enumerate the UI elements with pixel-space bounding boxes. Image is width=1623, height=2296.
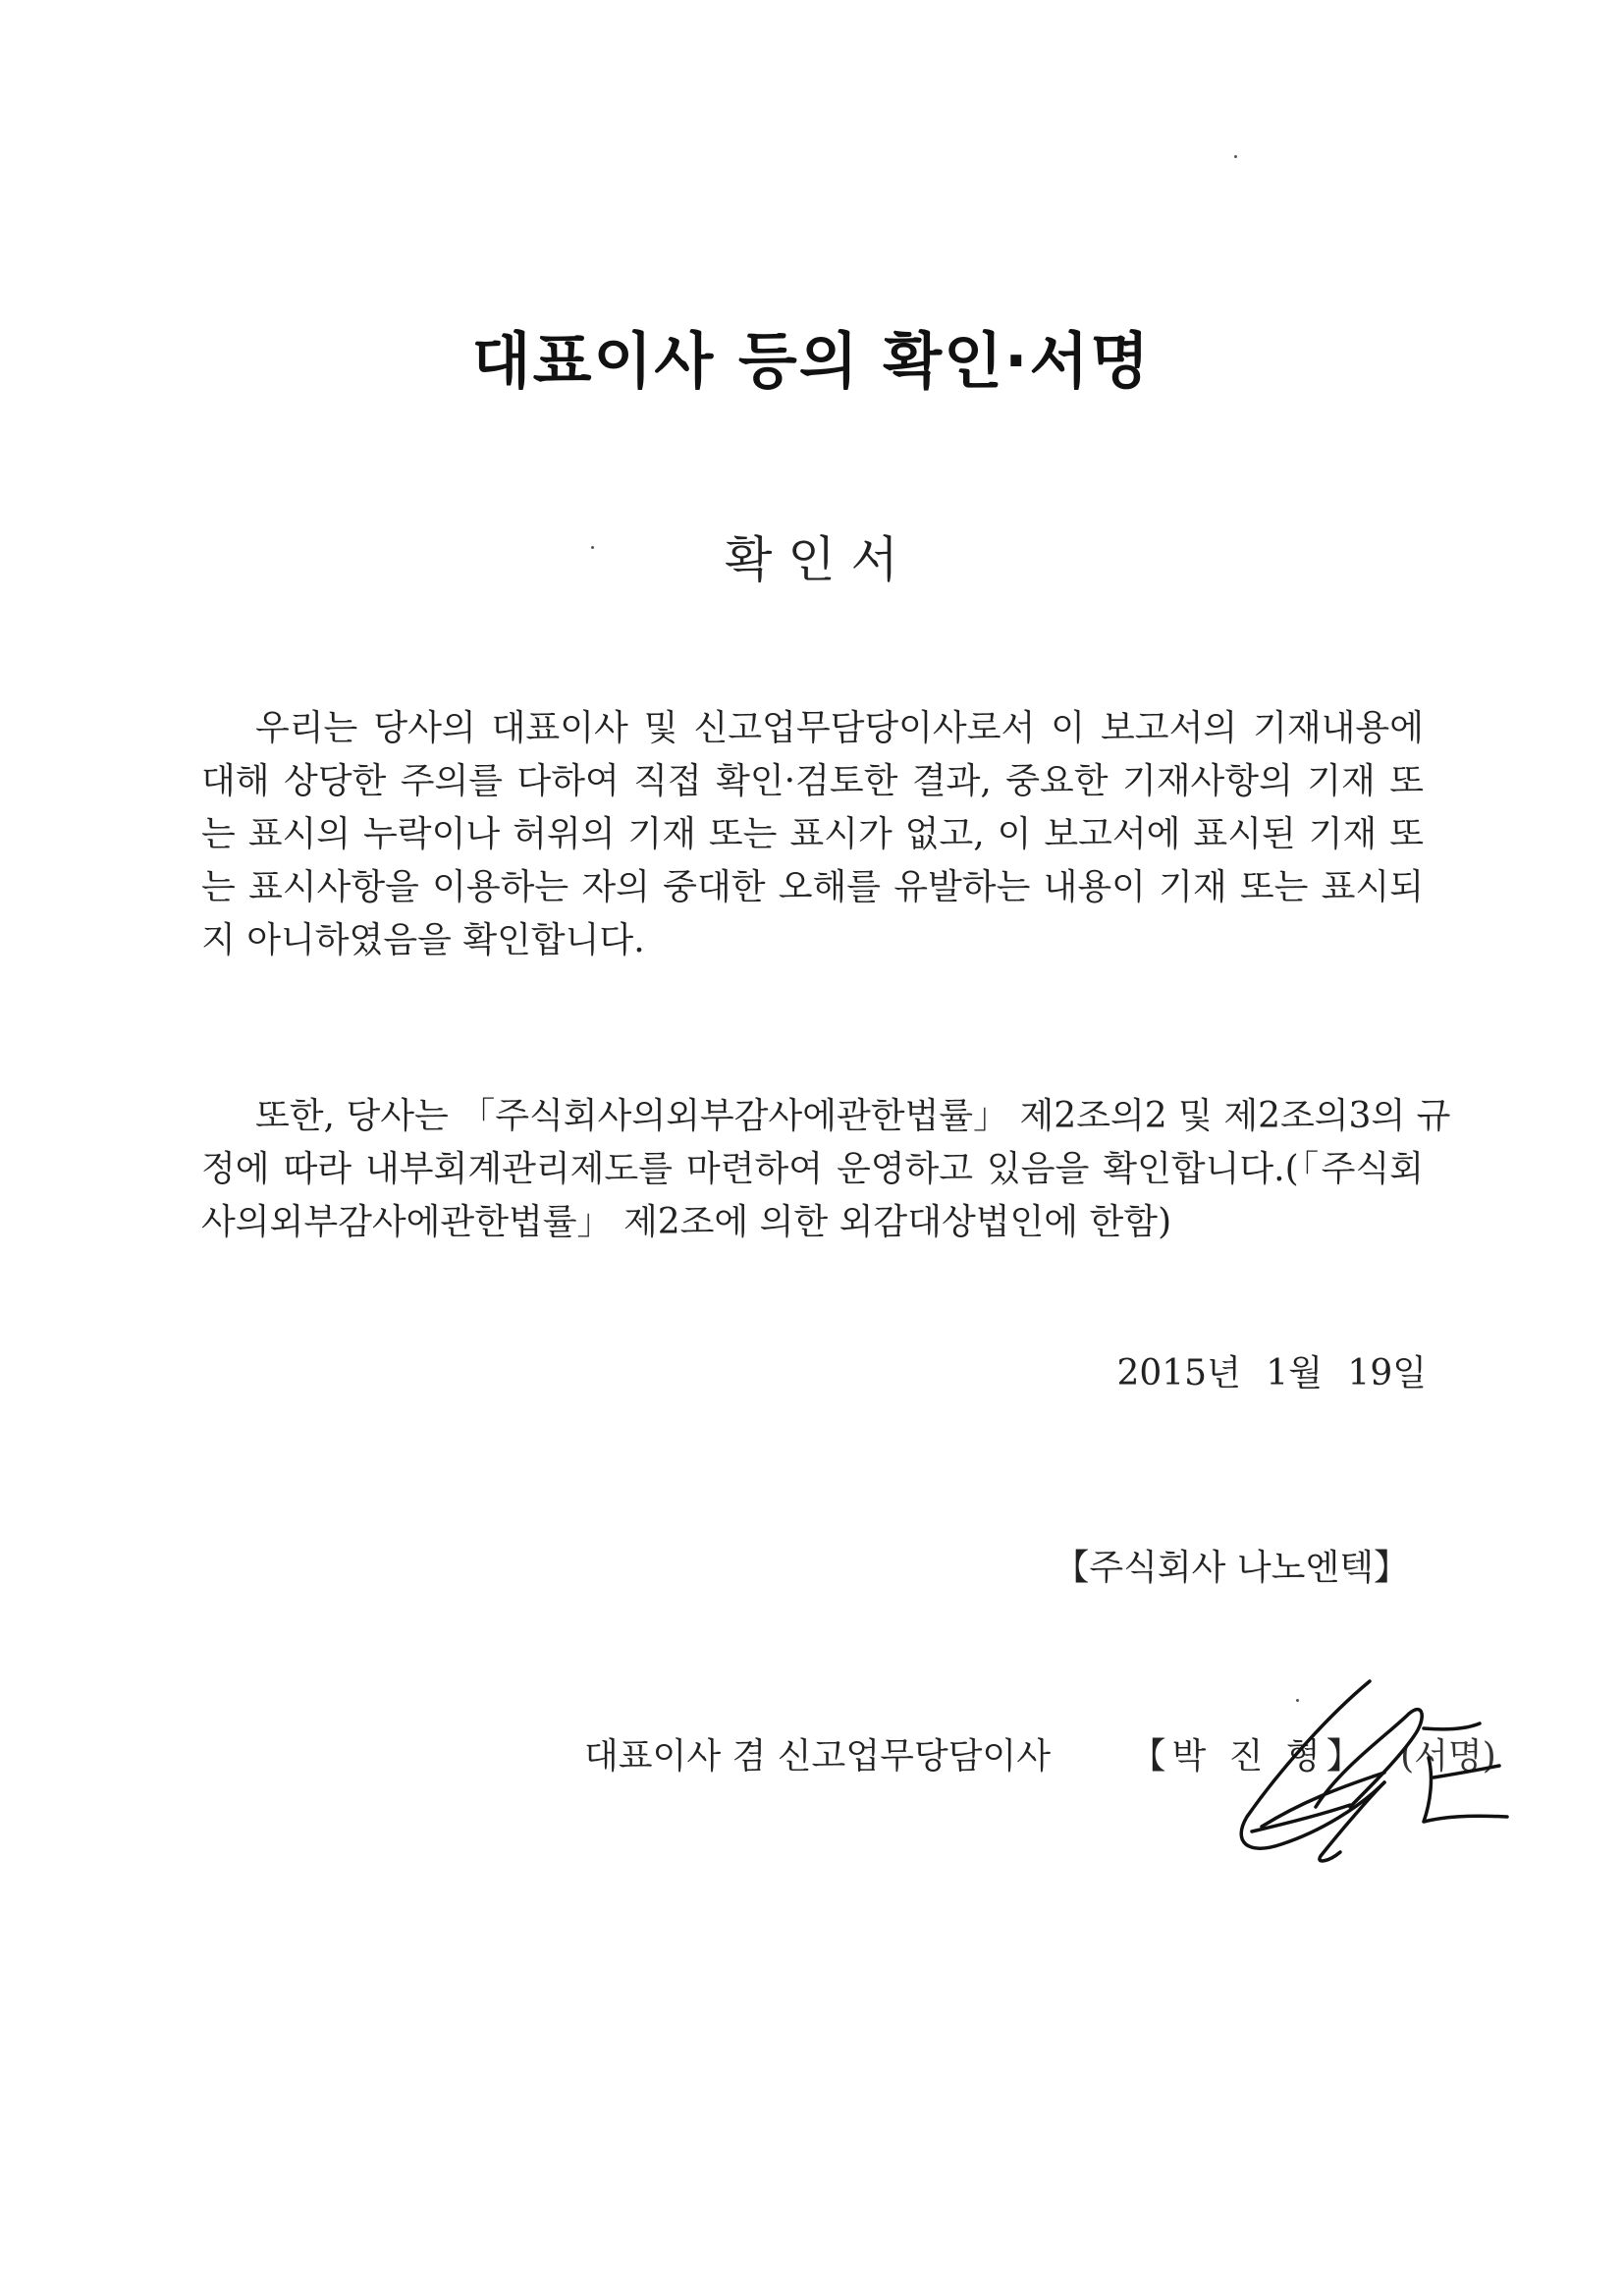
- paragraph-line: 는 표시의 누락이나 허위의 기재 또는 표시가 없고, 이 보고서에 표시된 기재 또: [201, 814, 1424, 854]
- signatory-name: 【박 진 형】: [1130, 1736, 1368, 1777]
- paragraph-line: 지 아니하였음을 확인합니다.: [201, 920, 645, 960]
- signatory-role: 대표이사 겸 신고업무당담이사: [584, 1736, 1051, 1777]
- paragraph-line: 는 표시사항을 이용하는 자의 중대한 오해를 유발하는 내용이 기재 또는 표시되: [201, 867, 1424, 907]
- scan-speck: [1234, 155, 1237, 158]
- paragraph-line: 대해 상당한 주의를 다하여 직접 확인·검토한 결과, 중요한 기재사항의 기재 또: [201, 761, 1424, 801]
- company-name: 【주식회사 나노엔텍】: [1054, 1548, 1409, 1588]
- document-date: 2015년 1월 19일: [1116, 1353, 1427, 1394]
- paragraph-line: 또한, 당사는 「주식회사의외부감사에관한법률」 제2조의2 및 제2조의3의 규: [255, 1096, 1451, 1136]
- confirmation-paragraph: [201, 702, 1424, 967]
- paragraph-line: 우리는 당사의 대표이사 및 신고업무담당이사로서 이 보고서의 기재내용에: [255, 708, 1424, 748]
- handwritten-signature: [1222, 1660, 1546, 1886]
- scan-speck: [1296, 1699, 1299, 1702]
- document-title: 대표이사 등의 확인·서명: [471, 325, 1152, 397]
- scan-speck: [591, 546, 594, 549]
- signature-label: (서명): [1400, 1736, 1496, 1777]
- internal-control-paragraph: [201, 1090, 1451, 1249]
- paragraph-line: 정에 따라 내부회계관리제도를 마련하여 운영하고 있음을 확인합니다.(「주식회: [201, 1149, 1424, 1189]
- document-subtitle: 확 인 서: [725, 531, 898, 588]
- paragraph-line: 사의외부감사에관한법률」 제2조에 의한 외감대상법인에 한함): [201, 1202, 1172, 1242]
